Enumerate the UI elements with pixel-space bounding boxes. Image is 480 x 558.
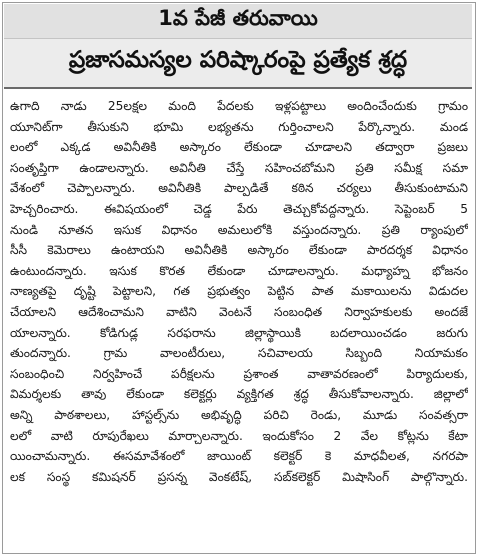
article-line: సీసీ కెమెరాలు ఉంటాయని అవినీతికి అస్కారం లేకుండా పారదర్శక విధానం	[10, 243, 468, 258]
kicker-banner	[4, 4, 472, 39]
article-line: వేశంలో చెప్పాలన్నారు. అవినీతికి పాల్పడితే కఠిన చర్యలు తీసుకుంటామని	[10, 181, 468, 196]
article-line: ఉగాది నాడు 25లక్షల మంది పేదలకు ఇళ్లపట్టాలు అందించేందుకు గ్రామం	[10, 99, 468, 113]
article-line: లక సంస్థ కమిషనర్ ప్రసన్న వెంకటేష్, సబ్‌కలెక్టర్ మిషాసింగ్ పాల్గొన్నారు.	[10, 469, 468, 484]
kicker-text: 1వ పేజీ తరువాయి	[158, 6, 318, 30]
article-line: సంబంధించి నిర్వహించే పరీక్షలను ప్రశాంత వాతావరణంలో పిర్యాదులకు,	[10, 366, 468, 381]
article-line: యూనిట్‌గా తీసుకుని భూమి లభ్యతను గుర్తించాలని పేర్కొన్నారు. మండ	[10, 119, 468, 134]
article-line: హెచ్చరించారు. ఈవిషయంలో చెడ్డ పేరు తెచ్చుకోవద్దన్నారు. సెప్టెంబర్ 5	[10, 201, 468, 216]
article-line: సంతృప్తిగా ఉండాలన్నారు. అవినీతి చేస్తే సహించబోమని ప్రతి సమీక్ష సమా	[10, 160, 468, 175]
headline-text: ప్రజాసమస్యల పరిష్కారంపై ప్రత్యేక శ్రద్ధ	[68, 47, 408, 73]
headline-banner	[4, 39, 472, 89]
article-line: ఉంటుందన్నారు. ఇసుక కొరత లేకుండా చూడాలన్నారు. మధ్యాహ్న భోజనం	[10, 263, 468, 278]
article-line: నాణ్యతపై దృష్టి పెట్టాలని, గత ప్రభుత్వం పెట్టిన పాత మకాయిలను విడుదల	[10, 284, 468, 299]
article-line: యించామన్నారు. ఈసమావేశంలో జాయింట్ కలెక్టర్ కె మాధవీలత, నగరపా	[10, 449, 468, 464]
article-line: లంలో ఎక్కడ అవినీతికి అస్కారం లేకుండా చూడాలని తద్వారా ప్రజలు	[10, 140, 468, 155]
article-line: విమర్శలకు తావు లేకుండా కలెక్టర్లు వ్యక్తిగత శ్రద్ధ తీసుకోవాలన్నారు. జిల్లాలో	[10, 387, 468, 402]
article-body	[10, 96, 468, 487]
article-line: అన్ని పాఠశాలలు, హాస్టల్స్‌ను అభివృద్ధి పరిచి రెండు, మూడు సంవత్సరా	[10, 407, 468, 422]
article-line: లలో వాటి రూపురేఖలు మార్చాలన్నారు. ఇందుకోసం 2 వేల కోట్లను కేటా	[10, 428, 468, 443]
article-line: యాలన్నారు. కోడిగుడ్ల సరఫరాను జిల్లాస్థాయికి బదలాయించడం జరుగు	[10, 325, 468, 340]
article-line: తుందన్నారు. గ్రామ వాలంటీరులు, సచివాలయ సిబ్బంది నియామకం	[10, 346, 468, 361]
article-line: చేయాలని ఆదేశించామని వాటిని వెంటనే సంబంధిత నిర్వాహకులకు అందజే	[10, 304, 468, 319]
article-line: నుండి నూతన ఇసుక విధానం అమలులోకి వస్తుందన్నారు. ప్రతి ర్యాంపులో	[10, 222, 468, 237]
